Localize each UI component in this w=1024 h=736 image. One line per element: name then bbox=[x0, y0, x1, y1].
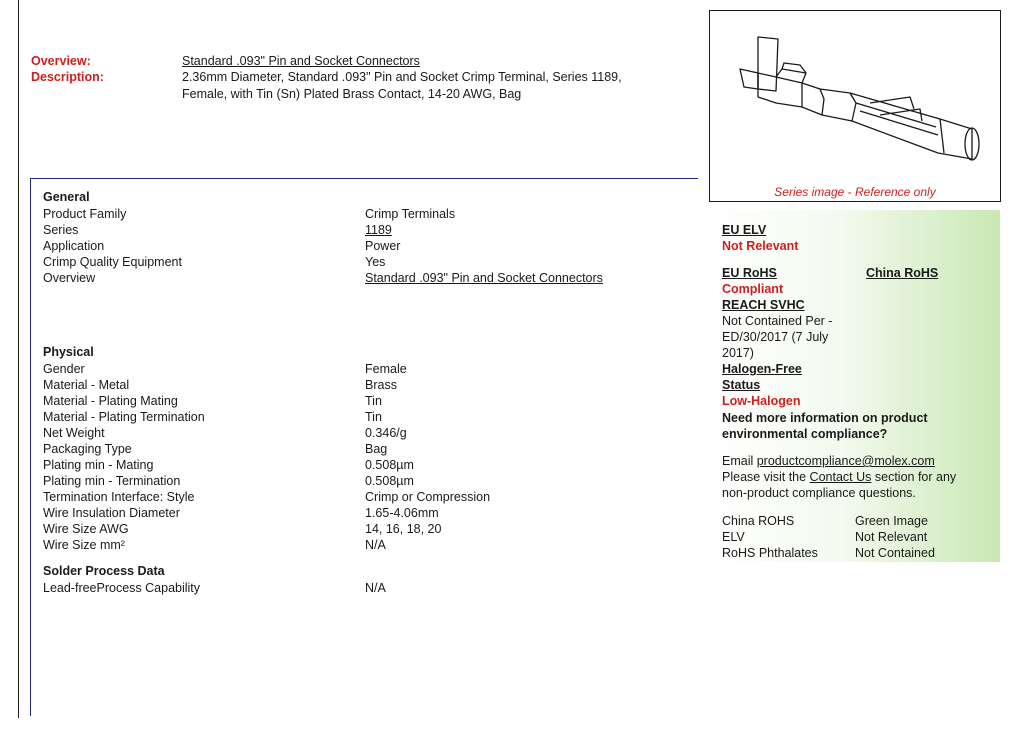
solder-title: Solder Process Data bbox=[43, 564, 165, 578]
spec-label: Plating min - Mating bbox=[43, 458, 154, 472]
spec-label: Crimp Quality Equipment bbox=[43, 255, 182, 269]
spec-label: Product Family bbox=[43, 207, 127, 221]
spec-label: Lead-freeProcess Capability bbox=[43, 581, 201, 595]
spec-value: Tin bbox=[365, 410, 382, 424]
visit-prefix: Please visit the bbox=[722, 470, 810, 484]
spec-value: Crimp or Compression bbox=[365, 490, 491, 504]
email-prefix: Email bbox=[722, 454, 757, 468]
china-rohs-label[interactable]: China RoHS bbox=[866, 266, 939, 280]
spec-value: 0.508µm bbox=[365, 474, 414, 488]
spec-label: Plating min - Termination bbox=[43, 474, 181, 488]
general-title: General bbox=[43, 190, 90, 204]
spec-label: Termination Interface: Style bbox=[43, 490, 195, 504]
spec-label: Overview bbox=[43, 271, 96, 285]
spec-label: Wire Size mm² bbox=[43, 538, 125, 552]
halogen-free-label-line-2[interactable]: Status bbox=[722, 378, 761, 392]
compliance-value: Not Contained bbox=[855, 546, 935, 560]
spec-value: N/A bbox=[365, 581, 386, 595]
spec-value: N/A bbox=[365, 538, 386, 552]
spec-value: 1.65-4.06mm bbox=[365, 506, 439, 520]
reach-svhc-line-2: ED/30/2017 (7 July bbox=[722, 330, 829, 344]
compliance-label: RoHS Phthalates bbox=[722, 546, 818, 560]
halogen-value: Low-Halogen bbox=[722, 394, 801, 408]
more-info-line-1: Need more information on product bbox=[722, 411, 928, 425]
spec-panel-left-border bbox=[30, 178, 31, 716]
spec-value: 14, 16, 18, 20 bbox=[365, 522, 442, 536]
eu-elv-label[interactable]: EU ELV bbox=[722, 223, 767, 237]
spec-value: Tin bbox=[365, 394, 382, 408]
email-line bbox=[722, 454, 935, 468]
compliance-label: ELV bbox=[722, 530, 745, 544]
spec-label: Wire Size AWG bbox=[43, 522, 129, 536]
reach-svhc-line-1: Not Contained Per - bbox=[722, 314, 833, 328]
spec-value: 0.508µm bbox=[365, 458, 414, 472]
eu-elv-value: Not Relevant bbox=[722, 239, 799, 253]
visit-suffix: section for any bbox=[871, 470, 957, 484]
compliance-value: Not Relevant bbox=[855, 530, 928, 544]
spec-value: Power bbox=[365, 239, 401, 253]
reach-svhc-label[interactable]: REACH SVHC bbox=[722, 298, 805, 312]
overview-value-link[interactable]: Standard .093" Pin and Socket Connectors bbox=[365, 271, 603, 285]
spec-value: 0.346/g bbox=[365, 426, 407, 440]
image-caption: Series image - Reference only bbox=[774, 185, 936, 199]
spec-label: Material - Plating Termination bbox=[43, 410, 205, 424]
crimp-terminal-drawing-icon bbox=[710, 11, 998, 181]
description-line-1: 2.36mm Diameter, Standard .093" Pin and Socket Crimp Terminal, Series 1189, bbox=[182, 70, 622, 84]
description-line-2: Female, with Tin (Sn) Plated Brass Contact, 14-20 AWG, Bag bbox=[182, 87, 522, 101]
eu-rohs-label[interactable]: EU RoHS bbox=[722, 266, 777, 280]
page-left-border bbox=[18, 0, 19, 718]
compliance-label: China ROHS bbox=[722, 514, 795, 528]
spec-label: Application bbox=[43, 239, 105, 253]
overview-link[interactable]: Standard .093" Pin and Socket Connectors bbox=[182, 54, 420, 68]
spec-value: Brass bbox=[365, 378, 397, 392]
spec-value: Female bbox=[365, 362, 407, 376]
email-link[interactable]: productcompliance@molex.com bbox=[756, 454, 935, 468]
environmental-panel bbox=[710, 210, 1000, 562]
spec-panel-top-border bbox=[30, 178, 698, 179]
eu-rohs-value: Compliant bbox=[722, 282, 784, 296]
more-info-line-2: environmental compliance? bbox=[722, 427, 888, 441]
contact-us-link[interactable]: Contact Us bbox=[809, 470, 872, 484]
overview-label: Overview: bbox=[31, 54, 91, 68]
series-image-box bbox=[709, 10, 1001, 202]
reach-svhc-line-3: 2017) bbox=[722, 346, 754, 360]
description-label: Description: bbox=[31, 70, 104, 84]
series-link[interactable]: 1189 bbox=[365, 223, 392, 237]
halogen-free-label-line-1[interactable]: Halogen-Free bbox=[722, 362, 802, 376]
spec-value: Crimp Terminals bbox=[365, 207, 456, 221]
compliance-value: Green Image bbox=[855, 514, 928, 528]
spec-label: Gender bbox=[43, 362, 85, 376]
visit-line-2: non-product compliance questions. bbox=[722, 486, 916, 500]
spec-label: Net Weight bbox=[43, 426, 105, 440]
visit-line bbox=[722, 470, 956, 484]
spec-value: Yes bbox=[365, 255, 386, 269]
spec-label: Series bbox=[43, 223, 79, 237]
physical-title: Physical bbox=[43, 345, 94, 359]
spec-label: Material - Plating Mating bbox=[43, 394, 178, 408]
spec-label: Packaging Type bbox=[43, 442, 132, 456]
spec-label: Material - Metal bbox=[43, 378, 130, 392]
spec-value: Bag bbox=[365, 442, 388, 456]
spec-label: Wire Insulation Diameter bbox=[43, 506, 180, 520]
